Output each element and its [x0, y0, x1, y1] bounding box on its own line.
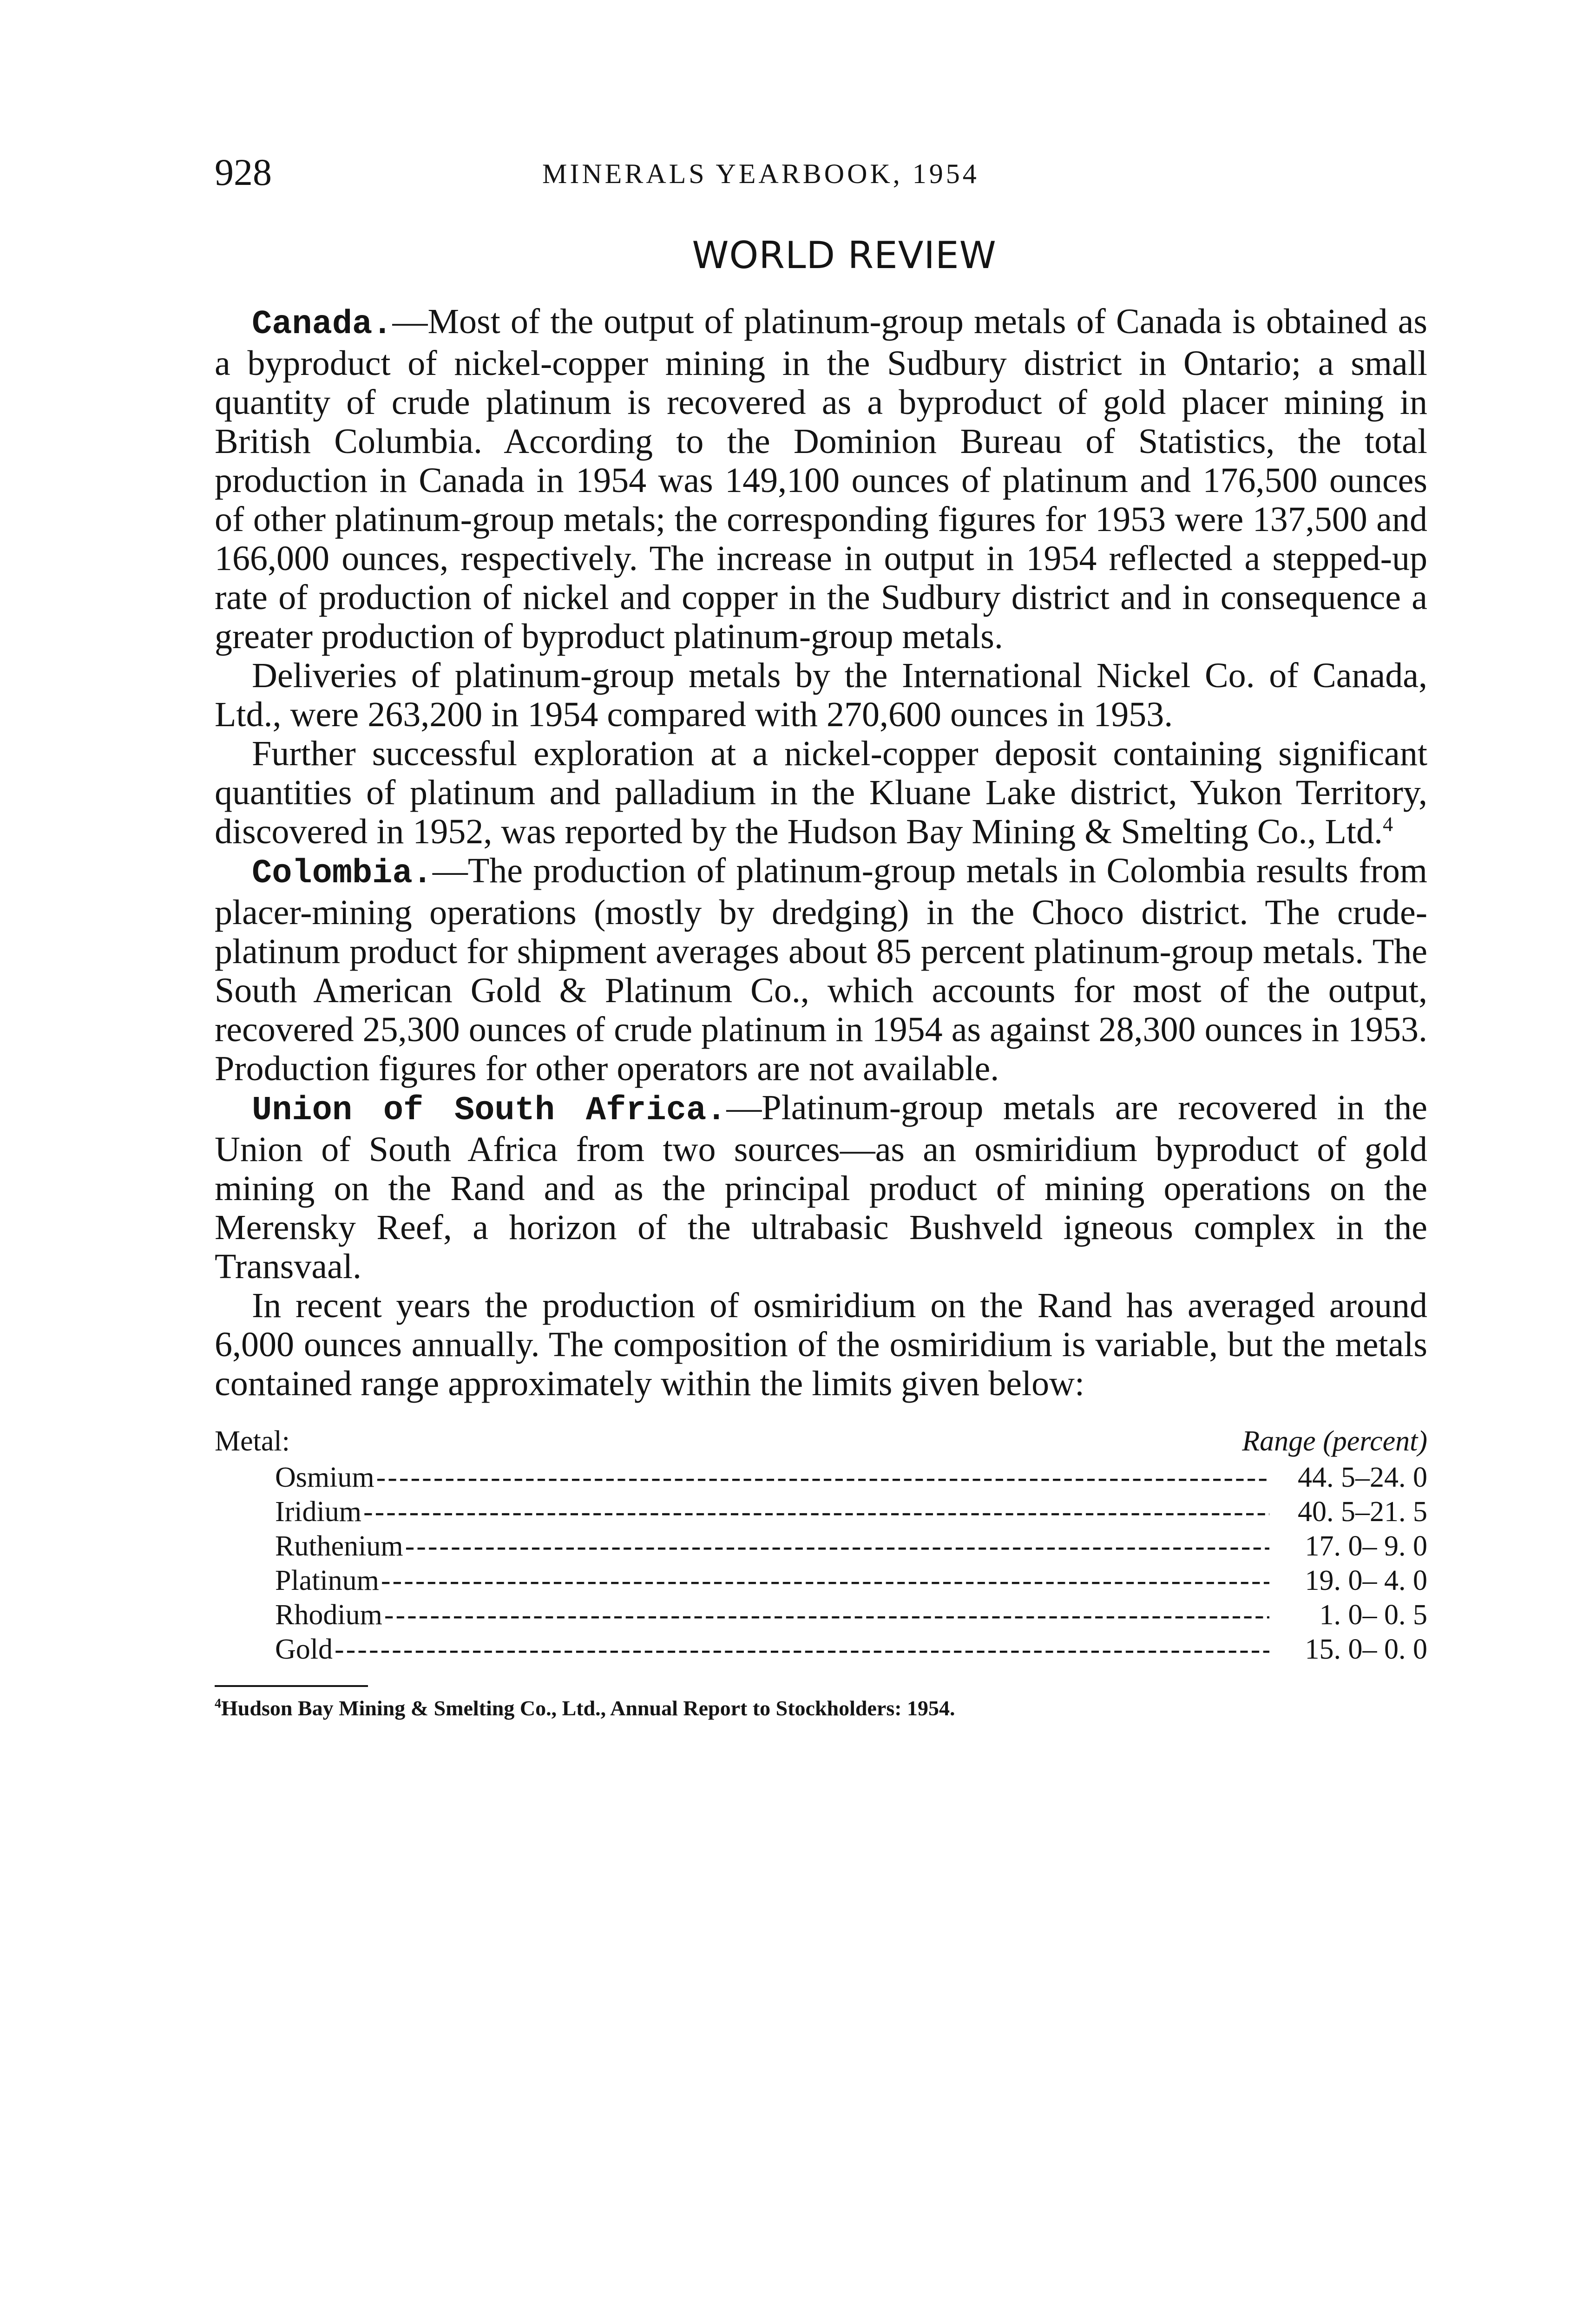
page-header [215, 153, 1427, 204]
section-title: WORLD REVIEW [692, 234, 997, 277]
paragraph-colombia [215, 851, 1427, 1088]
range-value: 44. 5–24. 0 [1298, 1462, 1427, 1493]
footnote-text: Hudson Bay Mining & Smelting Co., Ltd., Annual Report to Stockholders: 1954. [221, 1696, 955, 1720]
table-row [215, 1563, 1427, 1598]
column-header-metal: Metal: [215, 1425, 290, 1457]
metal-name: Gold [275, 1634, 333, 1665]
dot-leader [405, 1529, 1269, 1563]
metal-name: Osmium [275, 1462, 374, 1493]
paragraph-text: Further successful exploration at a nickel-copper deposit containing significant quantities of platinum and palladium in the Kluane Lake district, Yukon Territory, discovered in 1952, was reported by the Hudson Bay Mining & Smelting Co., Ltd. [215, 734, 1427, 851]
range-value: 1. 0– 0. 5 [1319, 1599, 1427, 1631]
footnote-divider [215, 1685, 368, 1687]
metal-name: Rhodium [275, 1599, 382, 1631]
paragraph-text: Deliveries of platinum-group metals by the International Nickel Co. of Canada, Ltd., were 263,200 in 1954 compared with 270,600 ounces in 1953. [215, 656, 1427, 734]
paragraph-deliveries [215, 656, 1427, 734]
runin-heading-south-africa: Union of South Africa. [252, 1091, 727, 1129]
page-number: 928 [215, 151, 272, 193]
table-row [215, 1632, 1427, 1667]
paragraph-text: In recent years the production of osmiridium on the Rand has averaged around 6,000 ounces annually. The composition of the osmiridium is variable, but the metals contained range approximately within the limits given below: [215, 1286, 1427, 1403]
metal-name: Platinum [275, 1565, 379, 1596]
range-value: 17. 0– 9. 0 [1305, 1530, 1427, 1562]
metal-name: Iridium [275, 1496, 361, 1528]
table-row [215, 1460, 1427, 1495]
paragraph-exploration [215, 734, 1427, 851]
paragraph-text: —Platinum-group metals are recovered in the Union of South Africa from two sources—as an osmiridium byproduct of gold mining on the Rand and as the principal product of mining operations on the Merensky Reef, a horizon of the ultrabasic Bushveld igneous complex in the Transvaal. [215, 1088, 1427, 1286]
runin-heading-canada: Canada. [252, 305, 393, 343]
paragraph-text: —The production of platinum-group metals in Colombia results from placer-mining operations (mostly by dredging) in the Choco district. The crude-platinum product for shipment averages about 85 percent platinum-group metals. The South American Gold & Platinum Co., which accounts for most of the output, recovered 25,300 ounces of crude platinum in 1954 as against 28,300 ounces in 1953. Production figures for other operators are not available. [215, 851, 1427, 1088]
table-row [215, 1495, 1427, 1529]
table-header-row [215, 1424, 1427, 1458]
paragraph-osmiridium [215, 1286, 1427, 1403]
metal-name: Ruthenium [275, 1530, 403, 1562]
footnote [215, 1695, 1427, 1721]
range-value: 15. 0– 0. 0 [1305, 1634, 1427, 1665]
runin-heading-colombia: Colombia. [252, 854, 433, 892]
dot-leader [363, 1495, 1269, 1529]
paragraph-canada [215, 302, 1427, 656]
composition-table [215, 1424, 1427, 1667]
paragraph-text: —Most of the output of platinum-group metals of Canada is obtained as a byproduct of nickel-copper mining in the Sudbury district in Ontario; a small quantity of crude platinum is recovered as a byproduct of gold placer mining in British Columbia. According to the Dominion Bureau of Statistics, the total production in Canada in 1954 was 149,100 ounces of platinum and 176,500 ounces of other platinum-group metals; the corresponding figures for 1953 were 137,500 and 166,000 ounces, respectively. The increase in output in 1954 reflected a stepped-up rate of production of nickel and copper in the Sudbury district and in consequence a greater production of byproduct platinum-group metals. [215, 302, 1427, 656]
footnote-reference: 4 [1383, 813, 1393, 836]
dot-leader [376, 1460, 1269, 1495]
range-value: 19. 0– 4. 0 [1305, 1565, 1427, 1596]
column-header-range: Range (percent) [1242, 1425, 1427, 1457]
range-value: 40. 5–21. 5 [1298, 1496, 1427, 1528]
running-head: MINERALS YEARBOOK, 1954 [542, 158, 979, 189]
table-row [215, 1529, 1427, 1563]
page [215, 153, 1427, 1721]
paragraph-south-africa [215, 1088, 1427, 1286]
dot-leader [384, 1598, 1269, 1632]
dot-leader [335, 1632, 1269, 1667]
footnote-marker: 4 [215, 1696, 221, 1711]
dot-leader [381, 1563, 1269, 1598]
table-row [215, 1598, 1427, 1632]
